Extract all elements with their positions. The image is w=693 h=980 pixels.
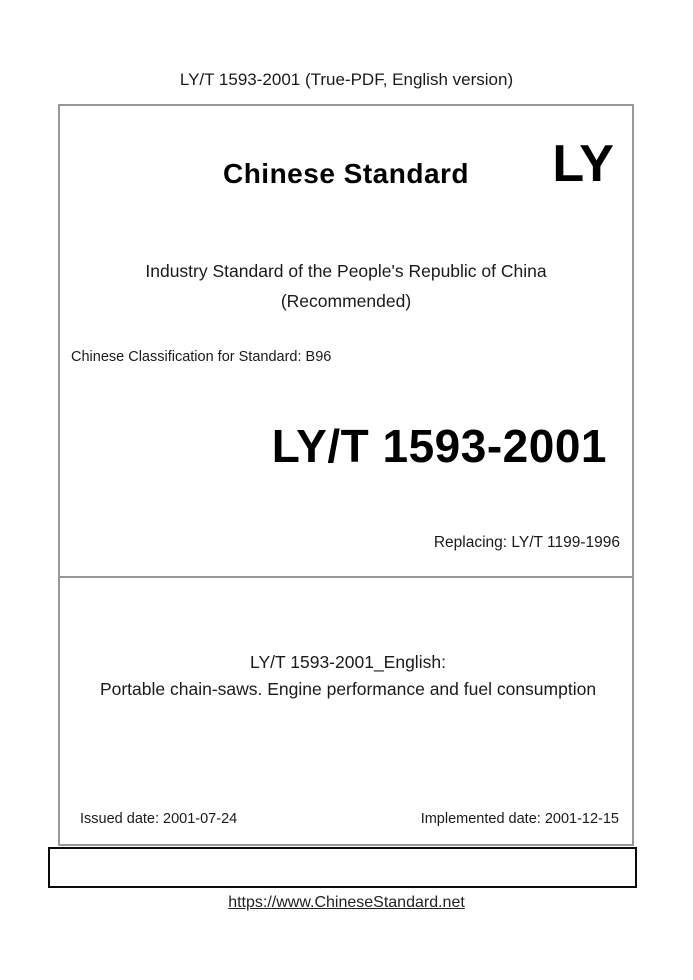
replacing-note: Replacing: LY/T 1199-1996	[433, 534, 620, 551]
brand-title: Chinese Standard	[222, 158, 470, 189]
section-divider	[58, 576, 634, 578]
standard-title-subject: Portable chain-saws. Engine performance and fuel consumption	[99, 679, 597, 699]
document-footer	[0, 894, 693, 912]
standard-type-note: (Recommended)	[280, 291, 412, 311]
standard-type-block	[60, 256, 632, 316]
standard-title-block	[98, 649, 598, 703]
cover-panel	[58, 104, 634, 846]
website-link[interactable]: https://www.ChineseStandard.net	[228, 894, 465, 911]
issued-date: Issued date: 2001-07-24	[80, 811, 238, 827]
standard-title-code: LY/T 1593-2001_English:	[250, 652, 446, 672]
standard-logo-ly: LY	[552, 135, 614, 193]
standard-number: LY/T 1593-2001	[271, 420, 607, 472]
standard-type-line: Industry Standard of the People's Republic of China	[145, 261, 547, 281]
dates-row	[80, 811, 619, 827]
implemented-date: Implemented date: 2001-12-15	[420, 811, 619, 827]
classification-line: Chinese Classification for Standard: B96	[71, 349, 332, 365]
document-header-title: LY/T 1593-2001 (True-PDF, English version)	[179, 70, 514, 89]
empty-footer-box	[48, 847, 637, 888]
